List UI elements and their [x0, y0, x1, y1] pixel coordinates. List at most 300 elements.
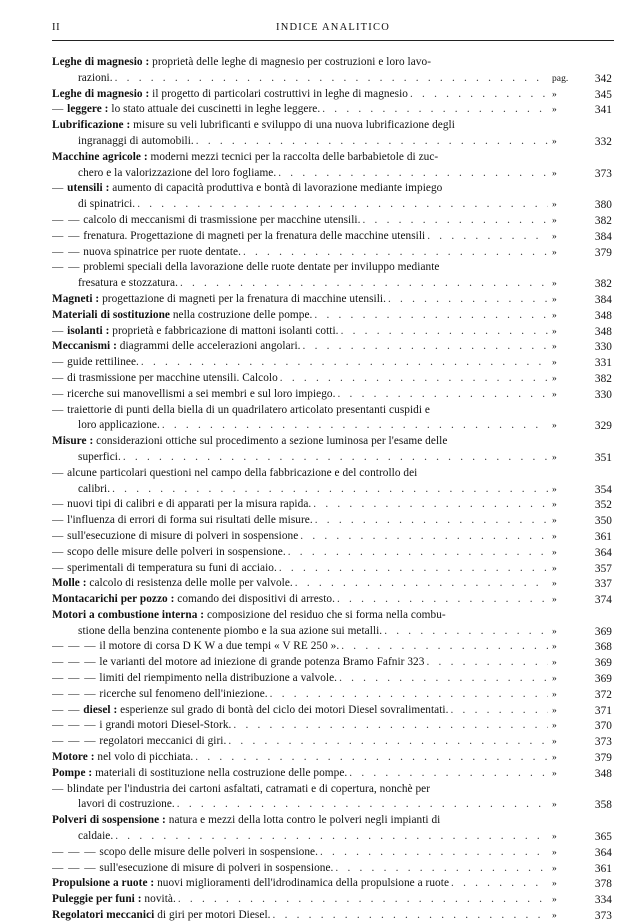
entry-description: novità. — [141, 893, 176, 906]
entry-text — [52, 908, 273, 924]
index-entry — [52, 718, 612, 734]
entry-keyword: Leghe di magnesio : — [52, 87, 150, 100]
index-entry — [52, 813, 612, 845]
entry-description: nuovi tipi di calibri e di apparati per la misura rapida. — [67, 498, 312, 511]
dot-leader — [322, 102, 548, 118]
entry-text — [52, 783, 430, 795]
dot-leader — [384, 624, 548, 640]
page-ref-number: 364 — [594, 846, 612, 859]
entry-description: ingranaggi di automobili. — [78, 134, 194, 147]
dot-leader — [349, 766, 548, 782]
entry-line — [52, 371, 612, 387]
entry-text — [78, 71, 115, 87]
entry-description: comando dei dispositivi di arresto. — [174, 593, 335, 606]
repeat-dash: — — — [52, 229, 81, 242]
page-prefix: » — [552, 136, 557, 147]
page-prefix: » — [552, 863, 557, 874]
entry-line — [52, 513, 612, 529]
dot-leader — [141, 355, 548, 371]
page-prefix: » — [552, 200, 557, 211]
page-reference — [548, 546, 612, 561]
entry-description: l'influenza di errori di forma sui risultati delle misure. — [67, 514, 313, 527]
page-reference — [548, 103, 612, 118]
index-entry — [52, 387, 612, 403]
page-reference — [548, 672, 612, 687]
entry-text — [52, 371, 280, 387]
page-reference — [548, 135, 612, 150]
entry-text — [52, 671, 339, 687]
entry-line — [52, 734, 612, 750]
entry-description: materiali di sostituzione nella costruzione delle pompe. — [92, 766, 348, 779]
entry-text — [52, 861, 335, 877]
entry-text — [52, 814, 440, 826]
page-reference — [548, 625, 612, 640]
page-reference — [548, 846, 612, 861]
dot-leader — [362, 213, 548, 229]
entry-description: nuovi miglioramenti dell'idrodinamica della propulsione a ruote — [154, 877, 450, 890]
analytic-index — [52, 55, 612, 924]
page-reference — [548, 277, 612, 292]
page-ref-number: 361 — [594, 530, 612, 543]
entry-line — [52, 118, 612, 134]
entry-line — [52, 355, 612, 371]
page-reference — [548, 167, 612, 182]
entry-description: scopo delle misure delle polveri in sospensione. — [99, 845, 318, 858]
page-reference — [548, 514, 612, 529]
page-ref-number: 384 — [594, 230, 612, 243]
repeat-dash: — — — [52, 703, 81, 716]
page-prefix: » — [552, 847, 557, 858]
page-prefix: » — [552, 342, 557, 353]
repeat-dash: — — [52, 182, 65, 195]
index-entry — [52, 213, 612, 229]
entry-text — [78, 624, 384, 640]
entry-line — [52, 892, 612, 908]
index-entry — [52, 671, 612, 687]
page-prefix: » — [552, 579, 557, 590]
dot-leader — [388, 292, 548, 308]
entry-text — [52, 404, 430, 416]
index-entry — [52, 150, 612, 182]
page-ref-number: 378 — [594, 878, 612, 891]
entry-text — [52, 119, 455, 131]
entry-text — [52, 687, 270, 703]
entry-line — [52, 102, 612, 118]
index-entry — [52, 845, 612, 861]
repeat-dash: — — [52, 387, 65, 400]
entry-line — [52, 482, 612, 498]
page-prefix: » — [552, 531, 557, 542]
entry-text — [52, 308, 314, 324]
dot-leader — [280, 371, 548, 387]
entry-description: blindate per l'industria dei cartoni asfaltati, catramati e di copertura, nonchè per — [67, 782, 431, 795]
repeat-dash: — — [52, 403, 65, 416]
repeat-dash: — — — — [52, 640, 97, 653]
page-reference — [548, 356, 612, 371]
entry-line — [52, 639, 612, 655]
page-prefix: » — [552, 832, 557, 843]
index-entry — [52, 355, 612, 371]
page-ref-number: 342 — [594, 72, 612, 85]
entry-description: ricerche sul fenomeno dell'iniezione. — [99, 687, 268, 700]
page-ref-number: 332 — [594, 135, 612, 148]
entry-text — [52, 182, 442, 194]
page-ref-number: 382 — [594, 372, 612, 385]
entry-keyword: Puleggie per funi : — [52, 893, 142, 906]
entry-text — [52, 892, 178, 908]
entry-text — [78, 482, 112, 498]
entry-description: proprietà delle leghe di magnesio per costruzioni e loro lavo- — [149, 56, 432, 68]
entry-line — [52, 87, 612, 103]
entry-description: loro applicazione. — [78, 419, 160, 432]
entry-line — [52, 655, 612, 671]
entry-description: il progetto di particolari costruttivi in leghe di magnesio — [149, 87, 408, 100]
index-entry — [52, 703, 612, 719]
entry-text — [52, 718, 233, 734]
page-reference — [548, 340, 612, 355]
entry-line — [52, 292, 612, 308]
entry-text — [52, 545, 288, 561]
page-ref-number: 348 — [594, 325, 612, 338]
dot-leader — [341, 324, 548, 340]
entry-line — [52, 497, 612, 513]
entry-line — [52, 813, 612, 829]
page-prefix: » — [552, 373, 557, 384]
entry-line — [52, 592, 612, 608]
page-reference — [548, 877, 612, 892]
index-entry — [52, 245, 612, 261]
entry-description: di spinatrici. — [78, 198, 136, 211]
index-entry — [52, 229, 612, 245]
entry-description: fresatura e stozzatura. — [78, 277, 178, 290]
entry-text — [52, 592, 337, 608]
entry-line — [52, 324, 612, 340]
entry-keyword: Regolatori meccanici — [52, 909, 155, 922]
page-reference — [548, 735, 612, 750]
entry-description: di giri per motori Diesel. — [154, 909, 271, 922]
entry-text — [78, 197, 137, 213]
entry-description: proprietà e fabbricazione di mattoni isolanti cotti. — [109, 324, 339, 337]
index-entry — [52, 87, 612, 103]
page-reference — [548, 293, 612, 308]
page-number: II — [52, 22, 61, 33]
index-entry — [52, 908, 612, 924]
index-entry — [52, 608, 612, 640]
page-ref-number: 370 — [594, 720, 612, 733]
entry-text — [52, 292, 388, 308]
dot-leader — [320, 845, 548, 861]
dot-leader — [228, 734, 548, 750]
page-prefix: » — [552, 105, 557, 116]
entry-text — [52, 609, 446, 621]
page-reference — [548, 656, 612, 671]
page-prefix: » — [552, 911, 557, 922]
page-ref-number: 331 — [594, 357, 612, 370]
entry-description: calibri. — [78, 482, 111, 495]
entry-line — [52, 845, 612, 861]
page-reference — [548, 862, 612, 877]
entry-description: nuova spinatrice per ruote dentate. — [83, 245, 241, 258]
page-ref-number: 350 — [594, 515, 612, 528]
header-rule — [52, 40, 614, 41]
page-reference — [548, 325, 612, 340]
page-reference — [548, 719, 612, 734]
entry-line — [52, 718, 612, 734]
entry-keyword: Polveri di sospensione : — [52, 814, 166, 827]
entry-description: scopo delle misure delle polveri in sospensione. — [67, 545, 286, 558]
entry-line — [52, 260, 612, 276]
entry-text — [78, 418, 162, 434]
page-ref-number: 358 — [594, 799, 612, 812]
repeat-dash: — — [52, 782, 65, 795]
entry-description: ricerche sui manovellismi a sei membri e sul loro impiego. — [67, 387, 336, 400]
page-reference — [548, 309, 612, 324]
page-ref-number: 369 — [594, 673, 612, 686]
entry-line — [52, 876, 612, 892]
entry-line — [52, 576, 612, 592]
page-ref-number: 369 — [594, 657, 612, 670]
dot-leader — [313, 497, 548, 513]
page-prefix: » — [552, 768, 557, 779]
running-title: INDICE ANALITICO — [276, 22, 390, 33]
page-prefix: » — [552, 294, 557, 305]
entry-description: di trasmissione per macchine utensili. Calcolo — [67, 371, 278, 384]
repeat-dash: — — [52, 466, 65, 479]
repeat-dash: — — — — [52, 672, 97, 685]
index-entry — [52, 513, 612, 529]
entry-line — [52, 403, 612, 419]
entry-text — [52, 229, 427, 245]
entry-text — [52, 513, 315, 529]
page-ref-number: 369 — [594, 625, 612, 638]
entry-description: misure su veli lubrificanti e sviluppo di una nuova lubrificazione degli — [130, 119, 455, 132]
page-reference — [548, 830, 612, 845]
repeat-dash: — — [52, 529, 65, 542]
page-reference — [548, 198, 612, 213]
entry-keyword: Propulsione a ruote : — [52, 877, 155, 890]
entry-line — [52, 71, 612, 87]
page-reference — [548, 593, 612, 608]
index-entry — [52, 339, 612, 355]
page-reference — [548, 640, 612, 655]
entry-text — [52, 639, 341, 655]
entry-description: problemi speciali della lavorazione delle ruote dentate per inviluppo mediante — [83, 261, 440, 274]
repeat-dash: — — — [52, 245, 81, 258]
entry-line — [52, 797, 612, 813]
dot-leader — [112, 482, 548, 498]
entry-description: chero e la valorizzazione del loro fogliame. — [78, 166, 277, 179]
dot-leader — [115, 829, 548, 845]
page-prefix: » — [552, 800, 557, 811]
entry-text — [52, 734, 228, 750]
page-prefix: » — [552, 626, 557, 637]
entry-text — [78, 276, 180, 292]
entry-text — [52, 339, 303, 355]
page-reference — [548, 688, 612, 703]
page-reference — [548, 767, 612, 782]
index-entry — [52, 655, 612, 671]
entry-text — [52, 56, 431, 68]
index-entry — [52, 782, 612, 814]
page-prefix: » — [552, 516, 557, 527]
entry-line — [52, 908, 612, 924]
page-prefix: » — [552, 753, 557, 764]
dot-leader — [162, 418, 548, 434]
entry-description: lavori di costruzione. — [78, 798, 175, 811]
index-entry — [52, 371, 612, 387]
index-entry — [52, 892, 612, 908]
index-entry — [52, 292, 612, 308]
entry-text — [78, 134, 196, 150]
page-ref-number: 373 — [594, 910, 612, 923]
page-ref-number: 337 — [594, 578, 612, 591]
repeat-dash: — — [52, 545, 65, 558]
dot-leader — [177, 797, 548, 813]
dot-leader — [339, 671, 548, 687]
entry-keyword: utensili : — [67, 182, 110, 195]
entry-text — [52, 497, 313, 513]
index-entry — [52, 876, 612, 892]
entry-line — [52, 229, 612, 245]
page-reference — [548, 388, 612, 403]
dot-leader — [295, 576, 548, 592]
repeat-dash: — — — [52, 213, 81, 226]
entry-line — [52, 166, 612, 182]
page-ref-number: 374 — [594, 594, 612, 607]
index-entry — [52, 497, 612, 513]
page-ref-number: 361 — [594, 862, 612, 875]
entry-description: stione della benzina contenente piombo e la sua azione sui metalli. — [78, 624, 383, 637]
entry-line — [52, 608, 612, 624]
page-ref-number: 365 — [594, 831, 612, 844]
page-ref-number: 348 — [594, 309, 612, 322]
index-entry — [52, 687, 612, 703]
entry-text — [52, 561, 279, 577]
entry-keyword: Leghe di magnesio : — [52, 56, 150, 68]
page-prefix: » — [552, 168, 557, 179]
entry-line — [52, 387, 612, 403]
page-prefix: » — [552, 705, 557, 716]
index-entry — [52, 592, 612, 608]
entry-keyword: Meccanismi : — [52, 340, 117, 353]
dot-leader — [180, 276, 548, 292]
repeat-dash: — — [52, 103, 65, 116]
page-ref-number: 379 — [594, 246, 612, 259]
page-reference — [548, 798, 612, 813]
entry-text — [52, 261, 439, 273]
page-prefix: » — [552, 310, 557, 321]
entry-text — [52, 151, 438, 163]
page-prefix: » — [552, 895, 557, 906]
entry-description: superfici. — [78, 450, 121, 463]
entry-line — [52, 213, 612, 229]
entry-line — [52, 134, 612, 150]
entry-keyword: Motori a combustione interna : — [52, 608, 205, 621]
repeat-dash: — — — [52, 261, 81, 274]
dot-leader — [288, 545, 548, 561]
dot-leader — [426, 655, 548, 671]
page-prefix: » — [552, 279, 557, 290]
entry-description: guide rettilinee. — [67, 356, 139, 369]
index-entry — [52, 861, 612, 877]
page-reference — [548, 372, 612, 387]
page-ref-number: 330 — [594, 388, 612, 401]
page-reference — [548, 909, 612, 924]
page-prefix: » — [552, 89, 557, 100]
repeat-dash: — — — — [52, 861, 97, 874]
entry-keyword: Molle : — [52, 577, 87, 590]
dot-leader — [410, 87, 548, 103]
entry-text — [52, 529, 300, 545]
index-entry — [52, 118, 612, 150]
repeat-dash: — — [52, 324, 65, 337]
index-entry — [52, 308, 612, 324]
entry-keyword: Montacarichi per pozzo : — [52, 593, 175, 606]
page-ref-number: 330 — [594, 341, 612, 354]
entry-description: aumento di capacità produttiva e bontà di lavorazione mediante impiego — [109, 182, 443, 195]
entry-description: i grandi motori Diesel-Stork. — [99, 719, 232, 732]
dot-leader — [273, 908, 548, 924]
index-entry — [52, 529, 612, 545]
repeat-dash: — — [52, 371, 65, 384]
entry-line — [52, 450, 612, 466]
entry-line — [52, 703, 612, 719]
dot-leader — [300, 529, 548, 545]
page-reference — [548, 751, 612, 766]
index-entry — [52, 55, 612, 87]
index-entry — [52, 734, 612, 750]
entry-text — [52, 387, 337, 403]
page-reference — [548, 214, 612, 229]
page-reference — [548, 893, 612, 908]
dot-leader — [337, 592, 548, 608]
page-ref-number: 368 — [594, 641, 612, 654]
page-reference — [548, 562, 612, 577]
dot-leader — [303, 339, 548, 355]
page-ref-number: 329 — [594, 420, 612, 433]
page-reference — [548, 483, 612, 498]
entry-keyword: Pompe : — [52, 766, 93, 779]
index-entry — [52, 561, 612, 577]
entry-text — [52, 703, 451, 719]
page-prefix: » — [552, 595, 557, 606]
page-ref-number: 379 — [594, 752, 612, 765]
dot-leader — [270, 687, 548, 703]
repeat-dash: — — [52, 514, 65, 527]
entry-keyword: Lubrificazione : — [52, 119, 131, 132]
page-prefix: » — [552, 452, 557, 463]
page-prefix: » — [552, 721, 557, 732]
entry-description: composizione del residuo che si forma nella combu- — [204, 608, 446, 621]
page-prefix: » — [552, 642, 557, 653]
dot-leader — [341, 639, 548, 655]
entry-line — [52, 418, 612, 434]
dot-leader — [243, 245, 548, 261]
entry-description: considerazioni ottiche sul procedimento a sezione luminosa per l'esame delle — [93, 435, 448, 448]
entry-text — [78, 797, 177, 813]
dot-leader — [278, 166, 548, 182]
dot-leader — [279, 561, 548, 577]
entry-description: calcolo di resistenza delle molle per valvole. — [86, 577, 293, 590]
entry-description: esperienze sul grado di bontà del ciclo dei motori Diesel sovralimentati. — [117, 703, 449, 716]
entry-line — [52, 55, 612, 71]
entry-line — [52, 276, 612, 292]
entry-line — [52, 466, 612, 482]
entry-description: limiti del riempimento nella distribuzione a valvole. — [99, 672, 338, 685]
dot-leader — [451, 876, 548, 892]
entry-line — [52, 782, 612, 798]
entry-line — [52, 766, 612, 782]
